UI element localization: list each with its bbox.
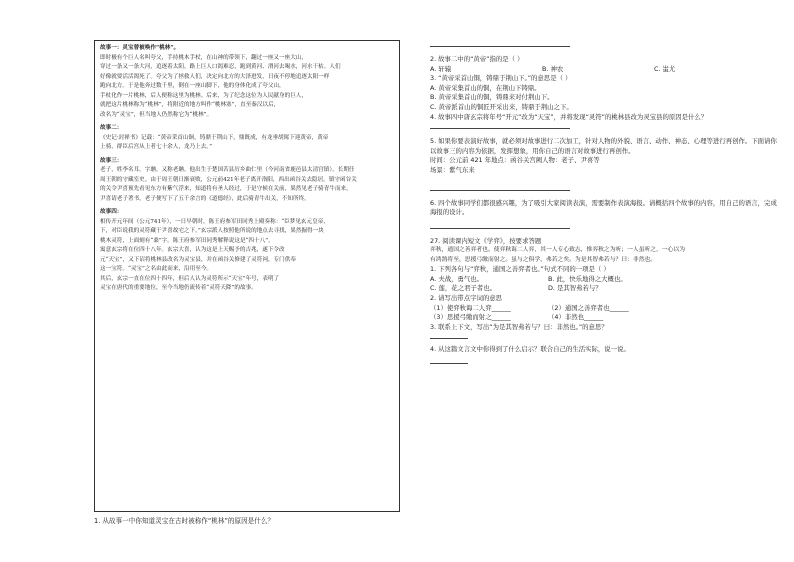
story-3-body — [100, 166, 394, 204]
story-4-body — [100, 218, 394, 294]
option-b[interactable]: B. 神农 — [542, 64, 564, 73]
story-line: 上骑，群臣后宫从上者七十余人，龙乃上去。” — [100, 144, 212, 150]
story-3-title: 故事三： — [100, 157, 123, 164]
option-b[interactable]: B. 此，快乐地得之大概也。 — [548, 274, 627, 283]
question-27-4: 4. 从这篇文言文中你得到了什么启示？联合自己的生活实际，说一说。 — [430, 345, 630, 354]
story-line: 改名为“灵宝”，但当地人仍然称它为“桃林”。 — [100, 111, 213, 118]
answer-line[interactable] — [430, 128, 570, 129]
answer-line[interactable] — [430, 190, 570, 191]
question-2-options — [430, 65, 780, 75]
story-line: 这一宝符。“灵宝”之名由此而来，沿用至今。 — [100, 266, 213, 272]
option-d[interactable]: D. 是其智弗若与？ — [548, 284, 602, 293]
question-5: 5. 如果你要表演好故事，就必须对故事进行二次加工，针对人物的外貌、语言、动作、神态、心理等进行再创作。下面请你以故事三的内容为依据，发挥想象，用你自己的语言对故事进行再创作。 — [430, 137, 777, 155]
option-c[interactable]: C. 莲，花之君子者也。 — [430, 284, 497, 293]
passage-line: 弈秋，通国之善弈者也。使弈秋诲二人弈，其一人专心致志，惟弈秋之为听；一人虽听之，一心以为 — [430, 247, 686, 254]
option-b[interactable]: B. 黄帝采集首山的铜，铸鼎来对付荆山下。 — [430, 93, 554, 102]
story-1-body — [100, 54, 394, 121]
story-line: 寓意玄宗将在位四十八年。玄宗大喜，认为这是上天赐予的吉兆，遂下令改 — [100, 247, 285, 253]
story-line: 好像就要活活渴死了。夸父为了拯救人们，决定向北方的大泽进发，日夜不停地追逐太阳一样 — [100, 73, 330, 80]
story-line: 穿过一条又一条大河，追逐着太阳。路上巨人口渴难忍，跑到黄河、渭河去喝水，河水干枯。人们 — [100, 64, 341, 70]
question-27-1: 1. 下列各句与“弈秋，通国之善弈者也。”句式不同的一项是（ ） — [430, 265, 610, 274]
story-line: 相传开元年间（公元741年），一日早朝时，陈王府参军田同秀上殿奏称：“臣梦见玄元皇帝， — [100, 218, 329, 225]
question-5-scene: 场景：紫气东来 — [430, 165, 475, 174]
answer-line[interactable] — [430, 338, 468, 339]
question-2: 2. 故事二中的“黄帝”指的是（ ） — [430, 55, 524, 63]
option-a[interactable]: A. 黄帝采集首山的铜，在荆山下铸鼎。 — [430, 83, 541, 92]
question-5-time: 时间：公元前 421 年地点：函谷关宫阙人物：老子、尹喜等 — [430, 156, 600, 165]
option-c[interactable]: C. 黄帝派首山的铜匠开采出来，铸鼎于荆山之下。 — [430, 102, 573, 111]
right-column — [430, 40, 780, 364]
question-3: 3. “黄帝采首山铜，铸鼎于荆山下。”的意思是（ ） — [430, 74, 572, 83]
question-27: 27. 阅读课内短文《学弈》，按要求答题 — [430, 236, 542, 245]
answer-line[interactable] — [430, 228, 570, 229]
option-c[interactable]: C. 蚩尤 — [654, 64, 676, 73]
story-line: 周王朝的守藏室史。由于周王朝日渐衰败，公元前421年老子离开洛阳，西出函谷关去隐居。镇守函谷关 — [100, 176, 357, 183]
story-2-title: 故事二： — [100, 125, 123, 131]
blank-3[interactable]: （3）思援弓缴而射之______ — [430, 313, 511, 322]
story-line: 《史记·封禅书》记载：“黄帝采首山铜，铸鼎于荆山下，鼎既成，有龙垂胡髯下迎黄帝，黄帝 — [100, 134, 329, 141]
question-6: 6. 四个故事同学们都很感兴趣，为了吸引大家阅读表演，需要制作表演海报。请概括四个故事的内容，用自己的语言，完成海报的设计。 — [430, 198, 777, 217]
blank-4[interactable]: （4）非然也______ — [548, 313, 604, 322]
story-1-title: 故事一：灵宝曾被唤作“桃林”。 — [100, 45, 180, 51]
question-27-1-options-row-1 — [430, 275, 780, 285]
passage-line: 有鸿鹄将至，思援弓缴而射之。虽与之俱学，弗若之矣。为是其智弗若与？曰：非然也。 — [430, 256, 657, 263]
question-1: 1. 从故事一中你知道灵宝在古时被称作“桃林”的原因是什么？ — [94, 517, 275, 525]
answer-line[interactable] — [430, 363, 468, 364]
question-27-2: 2. 请写出带点字词的意思 — [430, 293, 503, 302]
story-line: 即时极有个巨人名叫夸父，手持桃木手杖，在山神的带领下，翻过一座又一座大山， — [100, 54, 307, 61]
story-line: 手杖化作一片桃林，后人便称这里为桃林。后来，为了纪念这位为人民献身的巨人， — [100, 92, 307, 99]
story-line: 下，对臣说我的灵符藏于尹喜故宅之下。”玄宗派人按照他所说的地点去寻找，果然掘得一块 — [100, 228, 324, 234]
story-line: 元“天宝”，又下诏将桃林县改名为灵宝县，并在函谷关修建了灵符祠，专门供奉 — [100, 256, 296, 263]
blank-2[interactable]: （2）通国之善弈者也______ — [548, 303, 629, 312]
story-line: 就把这片桃林称为“桃林”，将附近的地方叫作“桃林塞”，直至秦汉以后， — [100, 102, 280, 108]
left-column — [94, 40, 400, 512]
story-line: 跑向北方。于是他奔过数千里，倒在一座山脚下，他的身体化成了夸父山， — [100, 83, 285, 89]
story-4-title: 故事四： — [100, 209, 123, 215]
question-27-1-options-row-2 — [430, 284, 780, 294]
story-line: 其后，玄宗一直在位四十四年，但后人认为灵符所示“天宝”年号，表明了 — [100, 275, 280, 282]
question-4: 4. 故事四中唐玄宗将年号“开元”改为“天宝”，并将发现“灵符”的桃林县改为灵宝县的原因是什么？ — [430, 112, 708, 121]
option-a[interactable]: A. 夫战，勇气也。 — [430, 274, 484, 283]
option-a[interactable]: A. 轩辕 — [430, 64, 452, 73]
story-line: 老子，姓李名耳，字聃，又称老聃。他出生于楚国苦县厉乡曲仁里（今河南省鹿邑县太清宫镇），长期任 — [100, 167, 355, 173]
story-line: 灵宝在唐代的重要地位，至今当地仍流传着“灵符天降”的故事。 — [100, 285, 257, 291]
blank-1[interactable]: （1）使弈秋诲二人弈______ — [430, 303, 511, 312]
question-27-2-row-2 — [430, 313, 780, 323]
story-line: 尹喜请老子著书，老子便写下了五千余言的《道德经》，此后骑青牛出关，不知所终。 — [100, 195, 310, 202]
question-27-2-row-1 — [430, 304, 780, 314]
story-line: 桃木灵符，上面刻有“桑”字。陈王府参军田同秀解释说这是“四十八”， — [100, 237, 274, 244]
story-box — [94, 40, 400, 512]
question-27-3: 3. 联系上下文，写出“为是其智弗若与？曰：非然也。”的意思？ — [430, 322, 608, 331]
story-line: 的关令尹喜预先看见东方有紫气浮来，知道将有圣人经过，于是守候在关前，果然见老子骑青牛而来， — [100, 186, 352, 192]
answer-line[interactable] — [430, 46, 570, 47]
story-2-body — [100, 134, 394, 153]
